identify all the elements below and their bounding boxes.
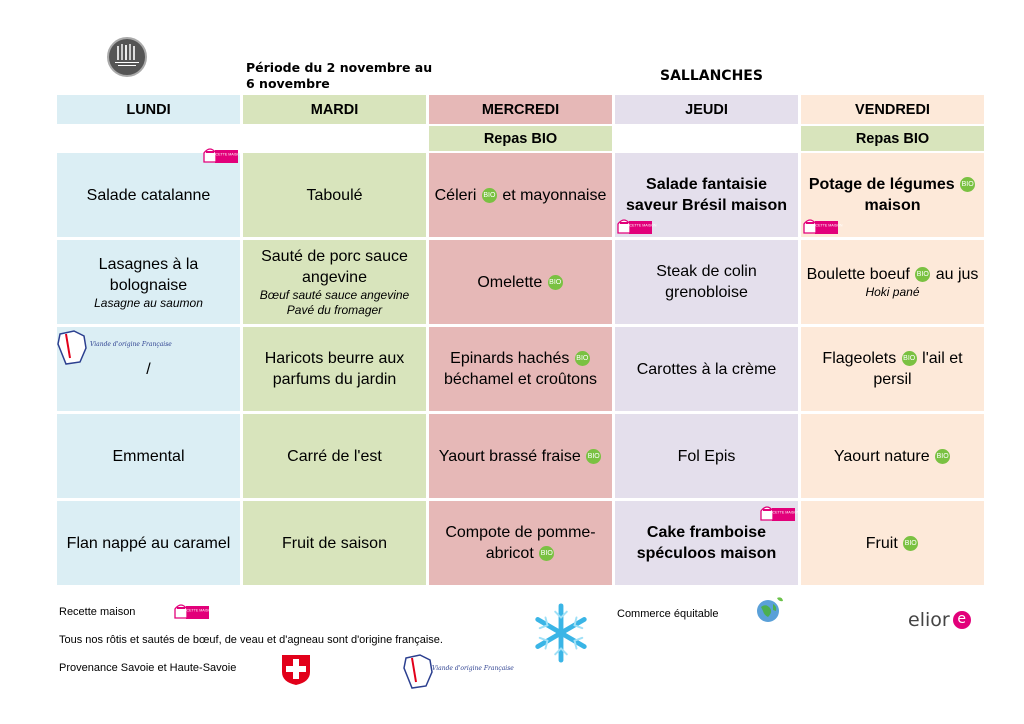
dish-text: Flageolets <box>822 350 897 367</box>
laitage-vendredi <box>801 414 984 498</box>
entree-mardi <box>243 153 426 237</box>
dish-label: Salade fantaisie saveur Brésil maison <box>626 176 787 214</box>
dish-text: Epinards hachés <box>450 350 570 367</box>
badge-text: RECETTE MAISON <box>210 152 243 157</box>
brand-name: elior <box>908 609 950 631</box>
plat-jeudi <box>615 240 798 324</box>
dish-label: Salade catalanne <box>86 186 211 204</box>
dish-text: abricot <box>485 545 534 562</box>
site-title: SALLANCHES <box>660 68 763 84</box>
recette-maison-icon <box>801 214 843 238</box>
dish-label: Haricots beurre aux parfums du jardin <box>264 350 405 388</box>
recette-maison-icon <box>172 599 214 623</box>
plat-mercredi <box>429 240 612 324</box>
alternative-dish: Pavé du fromager <box>286 303 383 317</box>
dish-label <box>477 272 563 293</box>
bio-icon: BIO <box>539 546 554 561</box>
bio-icon: BIO <box>902 351 917 366</box>
bio-icon: BIO <box>575 351 590 366</box>
dish-label: / <box>146 360 151 378</box>
garniture-vendredi <box>801 327 984 411</box>
dish-text: béchamel et croûtons <box>444 371 597 388</box>
bio-icon: BIO <box>586 449 601 464</box>
bio-meal-mercredi: Repas BIO <box>429 126 612 151</box>
bio-icon: BIO <box>915 267 930 282</box>
dish-label <box>807 264 979 285</box>
badge-text: RECETTE MAISON <box>181 608 214 613</box>
day-header-mardi: MARDI <box>243 95 426 124</box>
elior-logo <box>908 609 971 631</box>
fair-trade-globe-icon <box>755 595 785 625</box>
viande-francaise-icon <box>402 652 514 692</box>
dish-text: et mayonnaise <box>502 186 607 204</box>
recette-maison-icon <box>615 214 657 238</box>
dish-label <box>445 522 595 564</box>
garniture-mercredi <box>429 327 612 411</box>
badge-text: Viande d'origine Française <box>90 341 172 348</box>
dish-label: Carré de l'est <box>287 447 382 465</box>
dessert-vendredi <box>801 501 984 585</box>
dish-label: Cake framboise spéculoos maison <box>636 524 777 562</box>
dish-text: Yaourt nature <box>833 447 930 465</box>
dish-text: Boulette boeuf <box>806 266 910 283</box>
dish-label <box>834 446 951 467</box>
dish-label <box>809 174 976 216</box>
dish-text: Compote de pomme- <box>445 524 596 541</box>
alternative-dish: Hoki pané <box>865 285 920 299</box>
badge-text: Viande d'origine Française <box>432 665 514 672</box>
laitage-jeudi <box>615 414 798 498</box>
plat-mardi <box>243 240 426 324</box>
legend-origine: Tous nos rôtis et sautés de bœuf, de veau et d'agneau sont d'origine française. <box>59 634 443 646</box>
badge-text: RECETTE MAISON <box>810 223 843 228</box>
recette-maison-icon <box>201 143 243 167</box>
dish-label: Steak de colin grenobloise <box>656 263 757 301</box>
dish-text: Céleri <box>434 186 477 204</box>
legend-recette-maison: Recette maison <box>59 606 136 618</box>
elior-e-icon: e <box>953 611 971 629</box>
dish-label: Taboulé <box>306 186 363 204</box>
dish-text: Yaourt brassé fraise <box>438 447 581 465</box>
laitage-mercredi <box>429 414 612 498</box>
restaurant-logo <box>107 37 147 77</box>
day-header-vendredi: VENDREDI <box>801 95 984 124</box>
bio-icon: BIO <box>482 188 497 203</box>
dessert-mercredi <box>429 501 612 585</box>
dish-text: au jus <box>935 266 979 283</box>
alternative-dish: Lasagne au saumon <box>94 295 203 310</box>
dish-label: Emmental <box>112 447 185 465</box>
dish-label: Sauté de porc sauce angevine <box>261 248 408 286</box>
dish-label <box>439 446 602 467</box>
recette-maison-icon <box>758 501 800 525</box>
bio-icon: BIO <box>903 536 918 551</box>
dish-label: Carottes à la crème <box>636 360 777 378</box>
dessert-mardi <box>243 501 426 585</box>
plat-lundi <box>57 240 240 324</box>
bio-icon: BIO <box>960 177 975 192</box>
laitage-lundi <box>57 414 240 498</box>
dish-label: Fruit de saison <box>282 534 387 552</box>
garniture-mardi <box>243 327 426 411</box>
dish-label: Flan nappé au caramel <box>66 534 231 552</box>
viande-francaise-icon <box>56 328 172 368</box>
legend-provenance: Provenance Savoie et Haute-Savoie <box>59 662 237 674</box>
dish-text: Fruit <box>865 534 898 552</box>
utensils-icon <box>110 40 144 74</box>
dish-label <box>444 348 597 390</box>
plat-vendredi <box>801 240 984 324</box>
day-header-lundi: LUNDI <box>57 95 240 124</box>
dessert-lundi <box>57 501 240 585</box>
dish-label: Fol Epis <box>677 447 736 465</box>
snowflake-icon <box>530 601 592 665</box>
badge-text: RECETTE MAISON <box>624 223 657 228</box>
dish-text: maison <box>864 197 921 214</box>
dish-label <box>435 185 607 206</box>
bio-icon: BIO <box>935 449 950 464</box>
period-title: Période du 2 novembre au 6 novembre <box>246 60 433 91</box>
legend-commerce-equitable: Commerce équitable <box>617 608 719 620</box>
bio-meal-vendredi: Repas BIO <box>801 126 984 151</box>
dish-label <box>866 533 919 554</box>
day-header-jeudi: JEUDI <box>615 95 798 124</box>
laitage-mardi <box>243 414 426 498</box>
entree-mercredi <box>429 153 612 237</box>
dish-label <box>805 348 980 390</box>
garniture-jeudi <box>615 327 798 411</box>
bio-icon: BIO <box>548 275 563 290</box>
savoie-shield-icon <box>281 654 311 686</box>
dish-label: Lasagnes à la bolognaise <box>98 255 199 294</box>
dish-text: Potage de légumes <box>808 176 955 193</box>
badge-text: RECETTE MAISON <box>767 510 800 515</box>
dish-text: l'ail et persil <box>873 350 963 388</box>
dish-text: Omelette <box>477 273 543 291</box>
day-header-mercredi: MERCREDI <box>429 95 612 124</box>
alternative-dish: Bœuf sauté sauce angevine <box>259 288 410 302</box>
